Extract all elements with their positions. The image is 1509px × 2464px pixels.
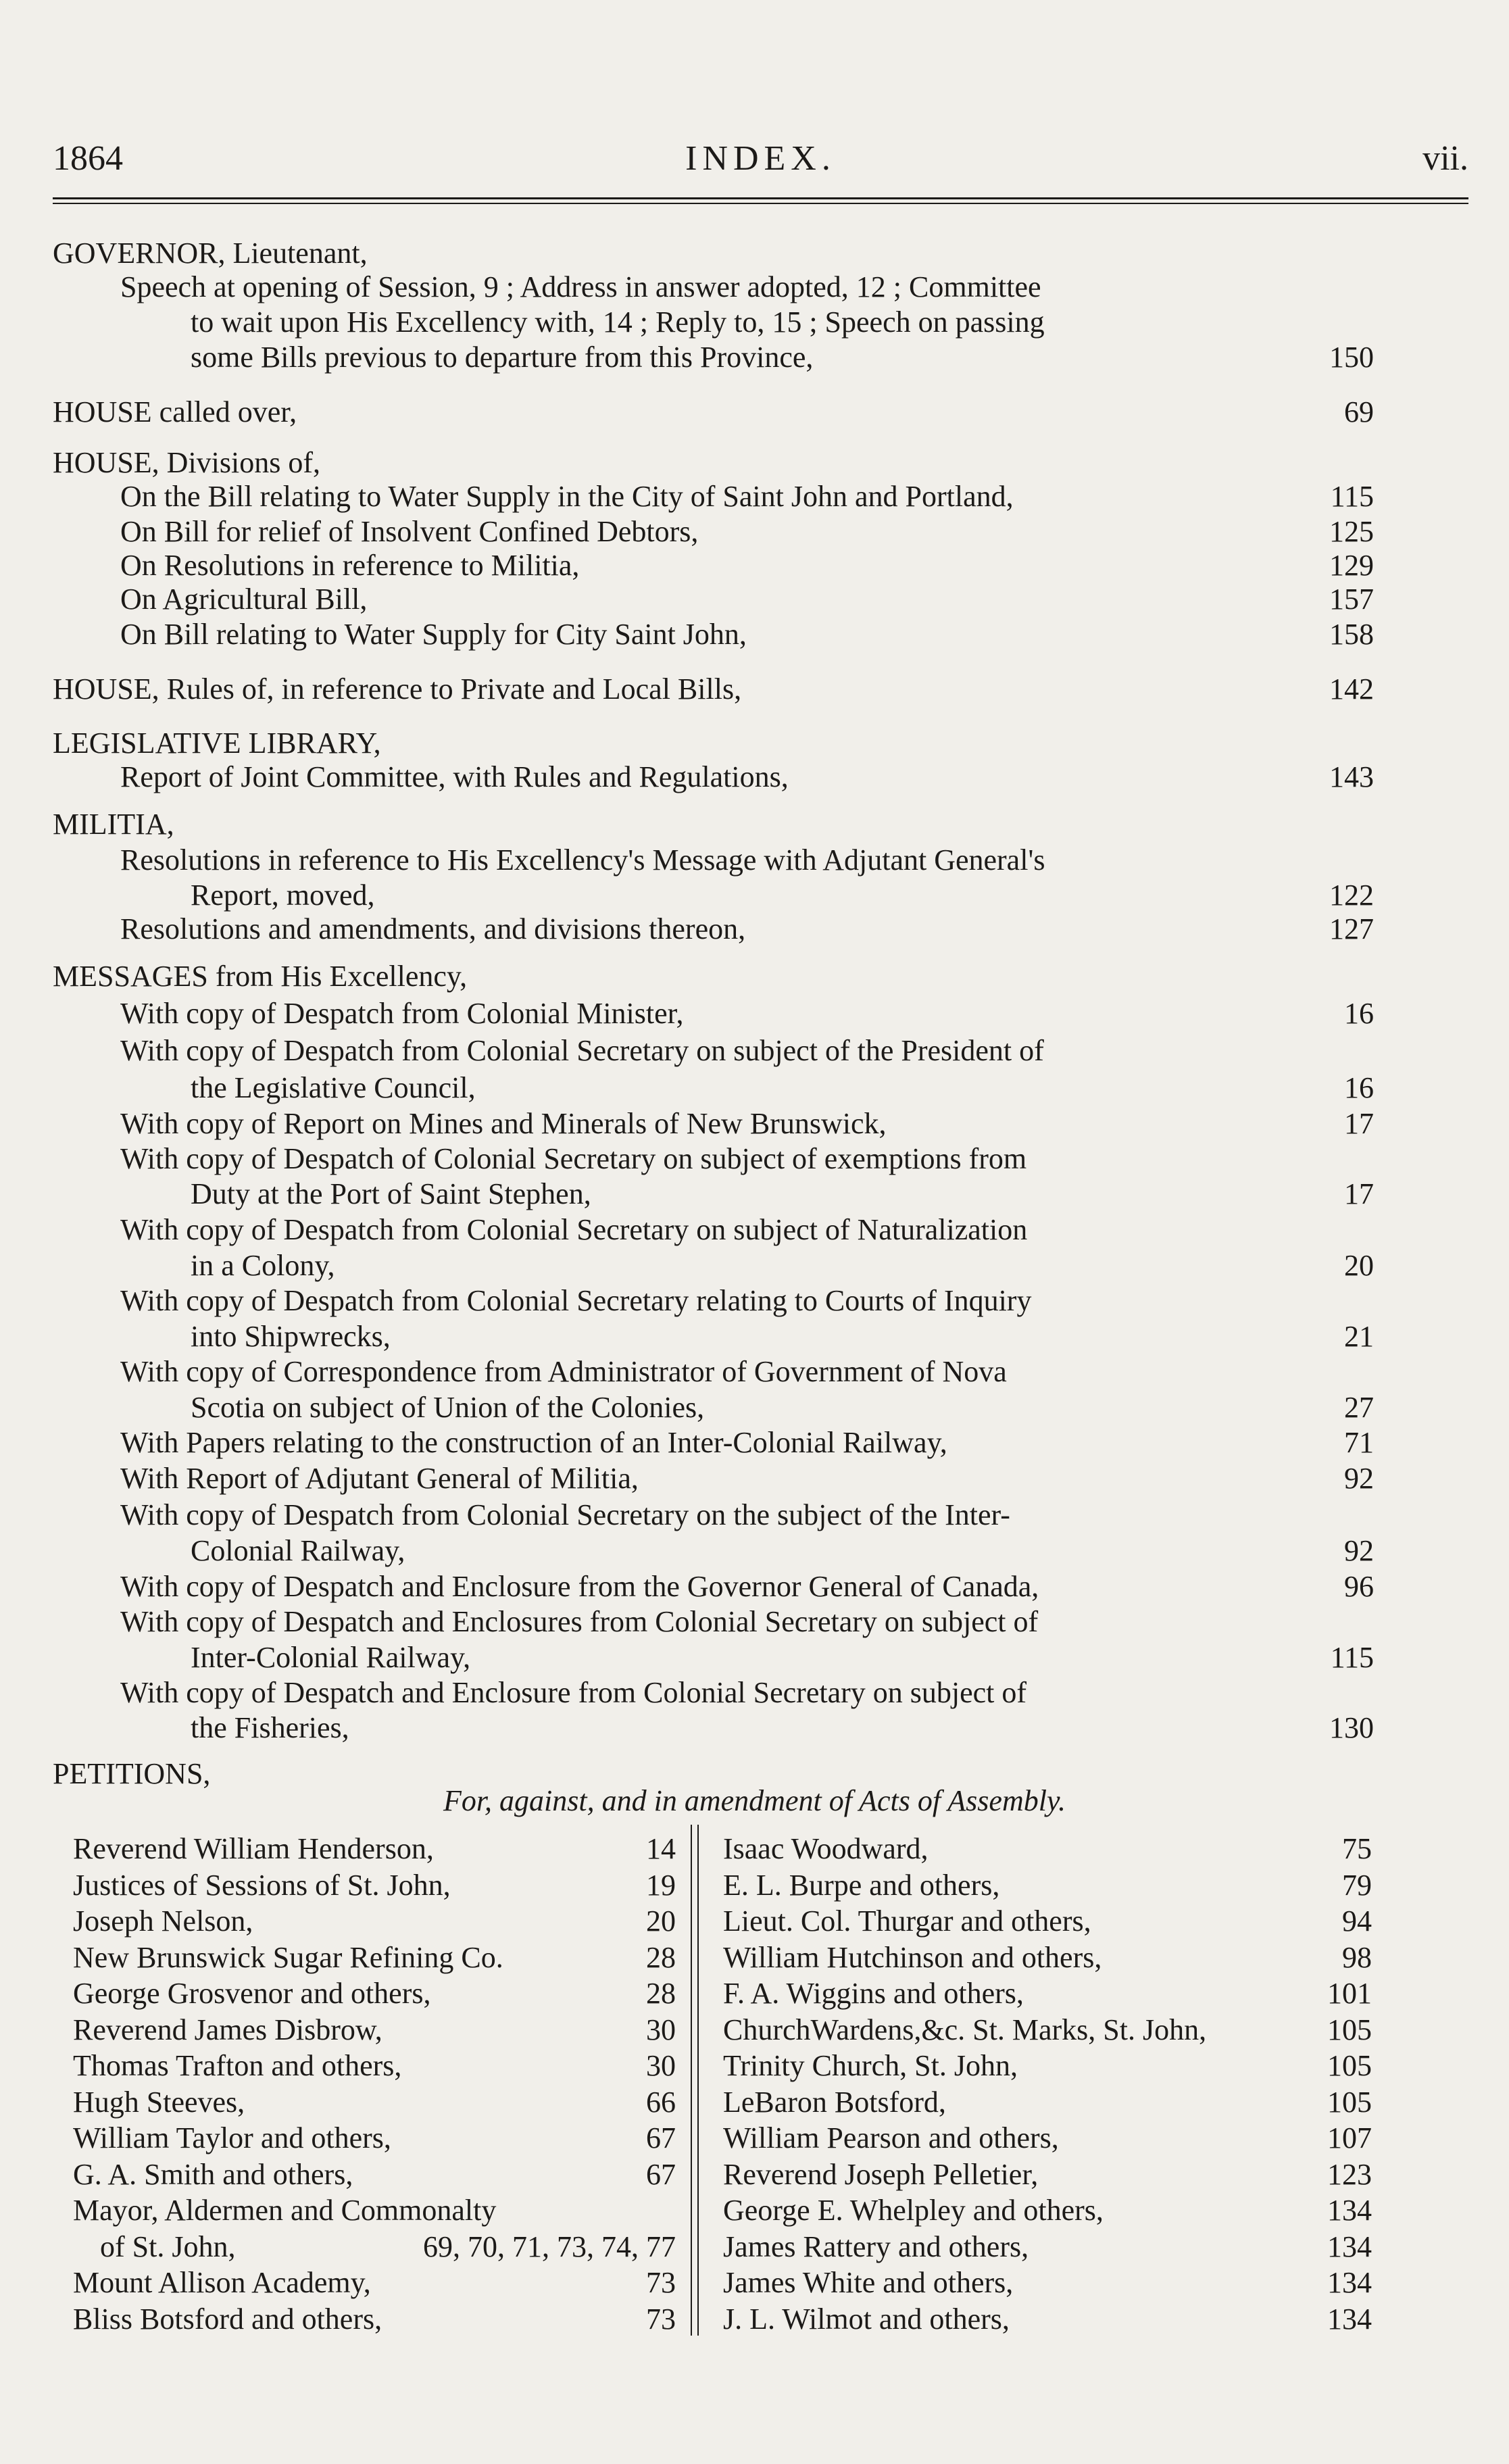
entry-text: the Fisheries, [191, 1711, 349, 1744]
petition-item [723, 2048, 1372, 2084]
entry-page-number: 143 [1329, 760, 1374, 793]
petitioner-name: George Grosvenor and others, [73, 1977, 431, 2010]
entry-page-number: 157 [1329, 583, 1374, 616]
entry-page-number: 125 [1329, 515, 1374, 548]
petitioner-name: J. L. Wilmot and others, [723, 2302, 1010, 2336]
entry-text: With copy of Report on Mines and Minerals of New Brunswick, [120, 1107, 887, 1140]
entry-page-number: 16 [1344, 997, 1374, 1030]
petition-item [723, 2157, 1372, 2192]
petitioner-name: Thomas Trafton and others, [73, 2049, 402, 2082]
page-title: INDEX. [685, 139, 836, 178]
entry-text: With copy of Despatch and Enclosure from Colonial Secretary on subject of [120, 1676, 1027, 1709]
petition-item [73, 2265, 676, 2300]
petitioner-name: James Rattery and others, [723, 2229, 1029, 2263]
header-rule-thin [53, 203, 1468, 204]
petition-page-number: 69, 70, 71, 73, 74, 77 [423, 2229, 676, 2263]
petition-item [723, 1868, 1372, 1903]
petitions-caption: For, against, and in amendment of Acts of Assembly. [443, 1784, 1066, 1817]
entry-page-number: 16 [1344, 1071, 1374, 1104]
petition-item [723, 1831, 1372, 1867]
petition-page-number: 134 [1327, 2229, 1372, 2263]
entry-page-number: 150 [1329, 341, 1374, 374]
petition-item [73, 2048, 676, 2084]
petition-page-number: 134 [1327, 2194, 1372, 2227]
entry-text: Colonial Railway, [191, 1534, 405, 1567]
petitioner-name: E. L. Burpe and others, [723, 1868, 1000, 1902]
petition-item [73, 1904, 676, 1939]
header-rule [53, 197, 1468, 199]
entry-text: LEGISLATIVE LIBRARY, [53, 726, 381, 760]
petition-item [723, 2085, 1372, 2120]
petitioner-name: Bliss Botsford and others, [73, 2302, 382, 2336]
petition-item [73, 1831, 676, 1867]
page-number: vii. [1423, 139, 1468, 178]
petition-item [723, 1940, 1372, 1975]
entry-page-number: 20 [1344, 1249, 1374, 1282]
petitioner-name: Reverend James Disbrow, [73, 2013, 382, 2046]
petitioner-name: George E. Whelpley and others, [723, 2194, 1104, 2227]
column-divider-inner [697, 1825, 699, 2336]
petition-item [73, 1868, 676, 1903]
petitioner-name: of St. John, [100, 2229, 236, 2263]
petition-item [73, 2193, 676, 2228]
petitioner-name: Trinity Church, St. John, [723, 2049, 1018, 2082]
petition-page-number: 67 [646, 2121, 676, 2154]
petition-page-number: 107 [1327, 2121, 1372, 2154]
petition-item [723, 2121, 1372, 2156]
entry-text: Scotia on subject of Union of the Colonies, [191, 1391, 705, 1424]
entry-text: Resolutions in reference to His Excellency's Message with Adjutant General's [120, 843, 1045, 877]
entry-text: HOUSE, Divisions of, [53, 446, 321, 479]
entry-text: Resolutions and amendments, and divisions thereon, [120, 912, 746, 945]
petitioner-name: Reverend William Henderson, [73, 1832, 434, 1865]
petition-item [723, 2229, 1372, 2265]
petitioner-name: William Hutchinson and others, [723, 1940, 1102, 1974]
entry-text: With copy of Despatch and Enclosure from the Governor General of Canada, [120, 1570, 1039, 1603]
petition-page-number: 79 [1342, 1868, 1372, 1902]
entry-text: to wait upon His Excellency with, 14 ; Reply to, 15 ; Speech on passing [191, 305, 1045, 339]
entry-text: With copy of Despatch from Colonial Secretary on subject of the President of [120, 1034, 1044, 1067]
petition-item [73, 2121, 676, 2156]
entry-text: On Agricultural Bill, [120, 583, 368, 616]
entry-text: On the Bill relating to Water Supply in the City of Saint John and Portland, [120, 480, 1014, 513]
entry-page-number: 96 [1344, 1570, 1374, 1603]
petition-item [73, 2157, 676, 2192]
entry-text: With Report of Adjutant General of Militia, [120, 1462, 639, 1495]
petitioner-name: Mount Allison Academy, [73, 2266, 371, 2299]
entry-page-number: 127 [1329, 912, 1374, 945]
petition-page-number: 14 [646, 1832, 676, 1865]
petition-page-number: 73 [646, 2302, 676, 2336]
petitioner-name: William Pearson and others, [723, 2121, 1059, 2154]
entry-text: in a Colony, [191, 1249, 335, 1282]
petition-page-number: 75 [1342, 1832, 1372, 1865]
petition-page-number: 28 [646, 1940, 676, 1974]
entry-text: Report of Joint Committee, with Rules and Regulations, [120, 760, 789, 793]
entry-text: HOUSE called over, [53, 395, 297, 428]
entry-page-number: 92 [1344, 1462, 1374, 1495]
petitioner-name: William Taylor and others, [73, 2121, 391, 2154]
page-header [53, 139, 1468, 179]
petition-item [73, 2013, 676, 2048]
petition-item [73, 2229, 676, 2265]
entry-page-number: 115 [1330, 480, 1374, 513]
petitioner-name: F. A. Wiggins and others, [723, 1977, 1024, 2010]
petition-item [73, 1976, 676, 2011]
petition-page-number: 30 [646, 2049, 676, 2082]
entry-page-number: 142 [1329, 672, 1374, 706]
entry-text: Inter-Colonial Railway, [191, 1641, 471, 1674]
entry-page-number: 27 [1344, 1391, 1374, 1424]
petitioner-name: Reverend Joseph Pelletier, [723, 2157, 1039, 2191]
petition-item [723, 1904, 1372, 1939]
petition-item [723, 1976, 1372, 2011]
petitioner-name: Isaac Woodward, [723, 1832, 929, 1865]
header-year: 1864 [53, 139, 123, 178]
entry-text: With copy of Despatch from Colonial Secretary on subject of Naturalization [120, 1213, 1028, 1246]
petitioner-name: ChurchWardens,&c. St. Marks, St. John, [723, 2013, 1207, 2046]
petition-page-number: 105 [1327, 2049, 1372, 2082]
entry-page-number: 115 [1330, 1641, 1374, 1674]
petitioner-name: G. A. Smith and others, [73, 2157, 353, 2191]
entry-text: MILITIA, [53, 808, 174, 841]
petition-item [73, 2085, 676, 2120]
petition-page-number: 20 [646, 1904, 676, 1938]
petition-page-number: 66 [646, 2085, 676, 2119]
petition-item [723, 2265, 1372, 2300]
entry-page-number: 158 [1329, 618, 1374, 651]
petition-page-number: 67 [646, 2157, 676, 2191]
entry-text: HOUSE, Rules of, in reference to Private and Local Bills, [53, 672, 742, 706]
petition-page-number: 105 [1327, 2013, 1372, 2046]
entry-text: GOVERNOR, Lieutenant, [53, 237, 368, 270]
entry-text: With copy of Despatch of Colonial Secretary on subject of exemptions from [120, 1142, 1027, 1175]
petition-item [723, 2193, 1372, 2228]
petitioner-name: LeBaron Botsford, [723, 2085, 946, 2119]
petition-item [73, 1940, 676, 1975]
entry-text: On Resolutions in reference to Militia, [120, 549, 580, 582]
entry-page-number: 122 [1329, 879, 1374, 912]
petitioner-name: Justices of Sessions of St. John, [73, 1868, 451, 1902]
petitioner-name: Mayor, Aldermen and Commonalty [73, 2194, 497, 2227]
petition-page-number: 28 [646, 1977, 676, 2010]
petitioner-name: New Brunswick Sugar Refining Co. [73, 1940, 503, 1974]
petition-item [723, 2302, 1372, 2337]
petition-page-number: 94 [1342, 1904, 1372, 1938]
entry-page-number: 71 [1344, 1426, 1374, 1459]
petition-page-number: 98 [1342, 1940, 1372, 1974]
entry-text: some Bills previous to departure from this Province, [191, 341, 814, 374]
entry-text: With copy of Despatch from Colonial Secretary relating to Courts of Inquiry [120, 1284, 1032, 1317]
petition-item [73, 2302, 676, 2337]
petition-page-number: 19 [646, 1868, 676, 1902]
entry-text: With copy of Correspondence from Administrator of Government of Nova [120, 1355, 1007, 1388]
petition-page-number: 134 [1327, 2302, 1372, 2336]
entry-text: into Shipwrecks, [191, 1320, 391, 1353]
petitioner-name: James White and others, [723, 2266, 1014, 2299]
entry-text: the Legislative Council, [191, 1071, 476, 1104]
entry-page-number: 21 [1344, 1320, 1374, 1353]
entry-text: With copy of Despatch from Colonial Secretary on the subject of the Inter- [120, 1498, 1010, 1531]
petition-page-number: 123 [1327, 2157, 1372, 2191]
entry-text: Duty at the Port of Saint Stephen, [191, 1177, 591, 1210]
entry-page-number: 69 [1344, 395, 1374, 428]
petition-page-number: 134 [1327, 2266, 1372, 2299]
entry-page-number: 130 [1329, 1711, 1374, 1744]
entry-text: Report, moved, [191, 879, 375, 912]
entry-page-number: 17 [1344, 1177, 1374, 1210]
petition-page-number: 105 [1327, 2085, 1372, 2119]
entry-text: MESSAGES from His Excellency, [53, 960, 468, 993]
entry-text: Speech at opening of Session, 9 ; Address in answer adopted, 12 ; Committee [120, 270, 1041, 303]
petitioner-name: Hugh Steeves, [73, 2085, 245, 2119]
entry-text: With copy of Despatch and Enclosures from Colonial Secretary on subject of [120, 1605, 1039, 1638]
entry-text: With copy of Despatch from Colonial Minister, [120, 997, 684, 1030]
entry-page-number: 129 [1329, 549, 1374, 582]
petitioner-name: Joseph Nelson, [73, 1904, 253, 1938]
entry-text: With Papers relating to the construction of an Inter-Colonial Railway, [120, 1426, 947, 1459]
petition-page-number: 101 [1327, 1977, 1372, 2010]
entry-page-number: 92 [1344, 1534, 1374, 1567]
column-divider [691, 1825, 692, 2336]
petition-page-number: 73 [646, 2266, 676, 2299]
entry-text: On Bill relating to Water Supply for City Saint John, [120, 618, 747, 651]
petition-item [723, 2013, 1372, 2048]
entry-text: On Bill for relief of Insolvent Confined Debtors, [120, 515, 699, 548]
petition-page-number: 30 [646, 2013, 676, 2046]
entry-page-number: 17 [1344, 1107, 1374, 1140]
petitioner-name: Lieut. Col. Thurgar and others, [723, 1904, 1091, 1938]
entry-text: PETITIONS, [53, 1757, 211, 1790]
